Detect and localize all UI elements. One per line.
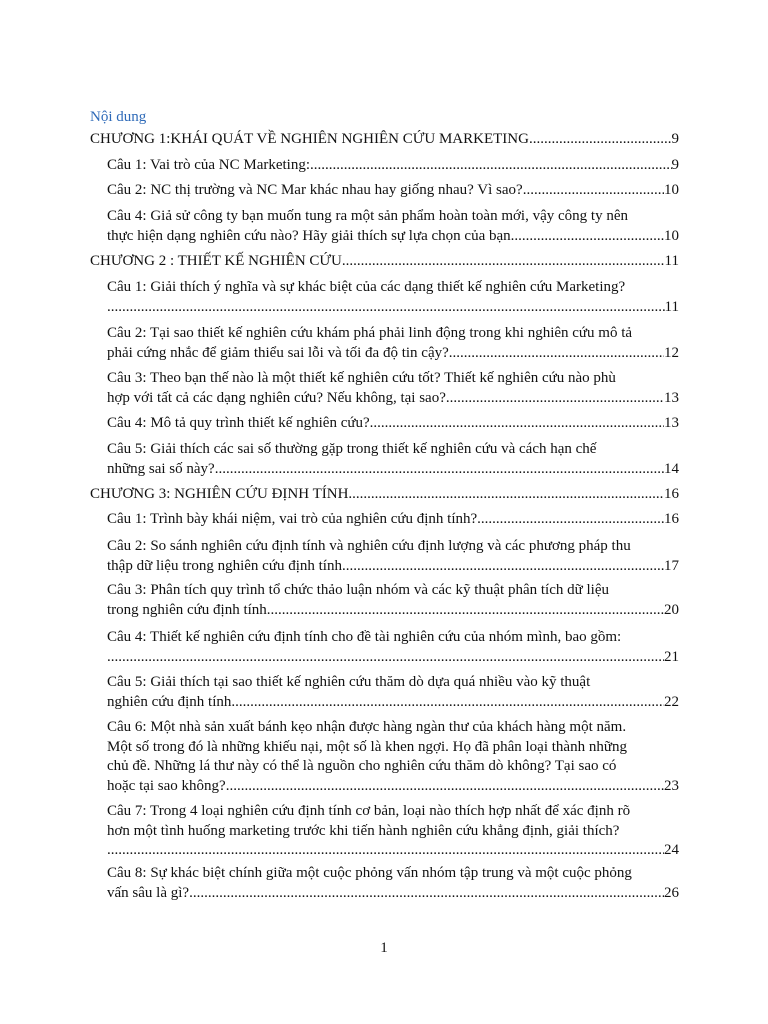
toc-entry-text: Một số trong đó là những khiếu nại, một số là khen ngợi. Họ đã phân loại thành những [107, 738, 627, 755]
dot-leader [370, 414, 664, 434]
toc-entry-text: thập dữ liệu trong nghiên cứu định tính [107, 557, 342, 574]
toc-entry-text: Câu 3: Theo bạn thế nào là một thiết kế nghiên cứu tốt? Thiết kế nghiên cứu nào phù [107, 370, 616, 386]
dot-leader [523, 181, 664, 201]
toc-page-number: 20 [664, 601, 679, 618]
dot-leader [107, 841, 664, 861]
toc-entry-text: CHƯƠNG 3: NGHIÊN CỨU ĐỊNH TÍNH [90, 486, 349, 502]
dot-leader [449, 344, 664, 364]
toc-entry-text: trong nghiên cứu định tính [107, 601, 267, 618]
toc-page-number: 11 [664, 253, 679, 269]
dot-leader [267, 601, 664, 621]
toc-entry-text: Câu 3: Phân tích quy trình tổ chức thảo luận nhóm và các kỹ thuật phân tích dữ liệu [107, 582, 609, 598]
toc-page-number: 10 [664, 227, 679, 244]
toc-entry-text: hợp với tất cả các dạng nghiên cứu? Nếu không, tại sao? [107, 389, 446, 406]
dot-leader [310, 156, 671, 176]
toc-entry-text: Câu 4: Thiết kế nghiên cứu định tính cho đề tài nghiên cứu của nhóm mình, bao gồm: [107, 629, 622, 645]
toc-entry-text: Câu 1: Vai trò của NC Marketing: [107, 157, 311, 173]
toc-page-number: 13 [664, 389, 679, 406]
page-number: 1 [380, 940, 388, 956]
toc-page-number: 16 [664, 511, 679, 527]
toc-entry-text: phải cứng nhắc để giảm thiểu sai lỗi và tối đa độ tin cậy? [107, 344, 449, 361]
toc-entry-text: chủ đề. Những lá thư này có thể là nguồn cho nghiên cứu thăm dò không? Tại sao có [107, 758, 617, 774]
toc-page-number: 10 [664, 182, 679, 198]
toc-entry-text: Câu 1: Giải thích ý nghĩa và sự khác biệt của các dạng thiết kế nghiên cứu Marketing? [107, 279, 626, 295]
toc-entry-text: Câu 2: So sánh nghiên cứu định tính và nghiên cứu định lượng và các phương pháp thu [107, 538, 631, 554]
toc-entry-text: vấn sâu là gì? [107, 884, 190, 901]
dot-leader [189, 884, 664, 904]
toc-entry-text: Câu 6: Một nhà sản xuất bánh kẹo nhận được hàng ngàn thư của khách hàng một năm. [107, 719, 627, 735]
toc-entry-text: Câu 2: NC thị trường và NC Mar khác nhau hay giống nhau? Vì sao? [107, 182, 523, 198]
toc-entry-text: CHƯƠNG 1:KHÁI QUÁT VỀ NGHIÊN NGHIÊN CỨU MARKETING [90, 131, 529, 147]
toc-page-number: 22 [664, 693, 679, 710]
dot-leader [231, 693, 664, 713]
toc-page-number: 26 [664, 884, 679, 901]
toc-entry-text: CHƯƠNG 2 : THIẾT KẾ NGHIÊN CỨU [90, 253, 342, 269]
dot-leader [529, 130, 672, 150]
dot-leader [446, 389, 664, 409]
toc-entry-text: hơn một tình huống marketing trước khi tiến hành nghiên cứu khẳng định, giải thích? [107, 822, 620, 839]
dot-leader [342, 557, 664, 577]
toc-entry-text: Câu 5: Giải thích tại sao thiết kế nghiên cứu thăm dò dựa quá nhiều vào kỹ thuật [107, 674, 591, 690]
dot-leader [215, 460, 664, 480]
toc-page-number: 21 [664, 648, 679, 665]
toc-heading: Nội dung [90, 109, 147, 125]
toc-entry-text: Câu 8: Sự khác biệt chính giữa một cuộc phỏng vấn nhóm tập trung và một cuộc phỏng [107, 865, 632, 881]
toc-entry-text: Câu 1: Trình bày khái niệm, vai trò của nghiên cứu định tính? [107, 511, 478, 527]
toc-entry-text: Câu 7: Trong 4 loại nghiên cứu định tính cơ bản, loại nào thích hợp nhất để xác định rõ [107, 803, 631, 819]
toc-entry-text: Câu 4: Giả sử công ty bạn muốn tung ra một sản phẩm hoàn toàn mới, vậy công ty nên [107, 208, 628, 224]
dot-leader [348, 485, 664, 505]
toc-page-number: 14 [664, 460, 679, 477]
toc-entry-text: hoặc tại sao không? [107, 777, 226, 794]
toc-entry-text: Câu 2: Tại sao thiết kế nghiên cứu khám phá phải linh động trong khi nghiên cứu mô tả [107, 325, 633, 341]
toc-page-number: 9 [671, 157, 679, 173]
toc-page-number: 12 [664, 344, 679, 361]
toc-entry-text: nghiên cứu định tính [107, 693, 232, 710]
dot-leader [511, 227, 664, 247]
toc-page-number: 23 [664, 777, 679, 794]
toc-page-number: 9 [671, 131, 679, 147]
dot-leader [107, 298, 665, 318]
toc-page-number: 16 [664, 486, 679, 502]
dot-leader [342, 252, 665, 272]
toc-page-number: 11 [664, 298, 679, 315]
toc-page-number: 13 [664, 415, 679, 431]
toc-entry-text: Câu 5: Giải thích các sai số thường gặp trong thiết kế nghiên cứu và cách hạn chế [107, 441, 597, 457]
toc-page-number: 17 [664, 557, 679, 574]
toc-page-number: 24 [664, 842, 679, 858]
dot-leader [477, 510, 664, 530]
toc-entry-text: những sai số này? [107, 460, 215, 477]
dot-leader [226, 777, 664, 797]
toc-entry-text: thực hiện dạng nghiên cứu nào? Hãy giải thích sự lựa chọn của bạn [107, 227, 511, 244]
toc-entry-text: Câu 4: Mô tả quy trình thiết kế nghiên cứu? [107, 415, 370, 431]
dot-leader [107, 648, 664, 668]
